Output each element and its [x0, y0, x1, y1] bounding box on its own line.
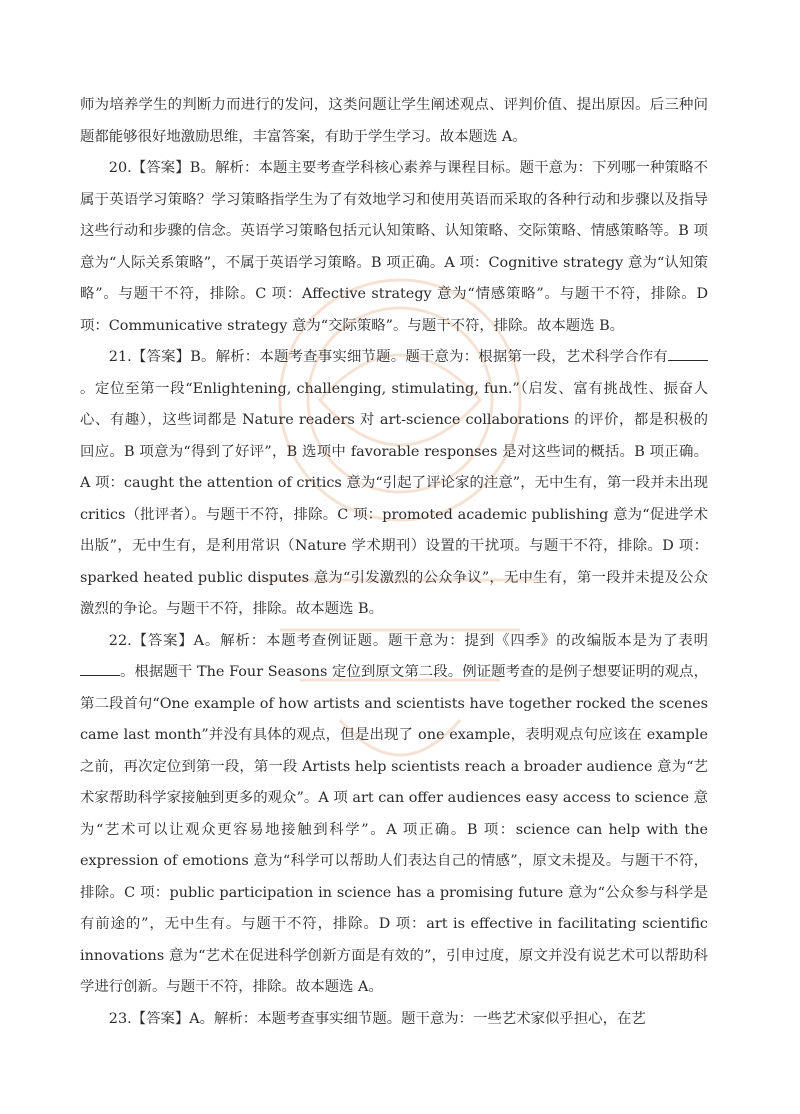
answer-21-lead: 21.【答案】B。解析：本题考查事实细节题。题干意为：根据第一段，艺术科学合作有 — [108, 349, 668, 365]
fill-blank — [80, 661, 120, 676]
answer-21 — [80, 342, 708, 626]
document-page — [80, 90, 708, 1050]
answer-22 — [80, 626, 708, 1004]
fill-blank — [668, 346, 708, 361]
answer-22-body: 。根据题干 The Four Seasons 定位到原文第二段。例证题考查的是例子想要证明的观点，第二段首句“One example of how artists and scientists have together rocked the scenes came last month”并没有具体的观点，但是出现了 one example，表明观点句应该在 example 之前，再次定位到第一段，第一段 Artists help scientists reach a broader audience 意为“艺术家帮助科学家接触到更多的观众”。A 项 art can offer audiences easy access to science 意为“艺术可以让观众更容易地接触到科学”。A 项正确。B 项：science can help with the expression of emotions 意为“科学可以帮助人们表达自己的情感”，原文未提及。与题干不符，排除。C 项：public participation in science has a promising future 意为“公众参与科学是有前途的”，无中生有。与题干不符，排除。D 项：art is effective in facilitating scientific innovations 意为“艺术在促进科学创新方面是有效的”，引申过度，原文并没有说艺术可以帮助科学进行创新。与题干不符，排除。故本题选 A。 — [80, 664, 708, 995]
answer-21-body: 。定位至第一段“Enlightening, challenging, stimulating, fun.”（启发、富有挑战性、振奋人心、有趣），这些词都是 Nature readers 对 art-science collaborations 的评价，都是积极的回应。B 项意为“得到了好评”，B 选项中 favorable responses 是对这些词的概括。B 项正确。A 项：caught the attention of critics 意为“引起了评论家的注意”，无中生有，第一段并未出现 critics（批评者）。与题干不符，排除。C 项：promoted academic publishing 意为“促进学术出版”，无中生有，是利用常识（Nature 学术期刊）设置的干扰项。与题干不符，排除。D 项：sparked heated public disputes 意为“引发激烈的公众争议”，无中生有，第一段并未提及公众激烈的争论。与题干不符，排除。故本题选 B。 — [80, 380, 708, 617]
answer-23: 23.【答案】A。解析：本题考查事实细节题。题干意为：一些艺术家似乎担心，在艺 — [108, 1010, 646, 1027]
answer-20: 20.【答案】B。解析：本题主要考查学科核心素养与课程目标。题干意为：下列哪一种策略不属于英语学习策略？学习策略指学生为了有效地学习和使用英语而采取的各种行动和步骤以及指导这些行动和步骤的信念。英语学习策略包括元认知策略、认知策略、交际策略、情感策略等。B 项意为“人际关系策略”，不属于英语学习策略。B 项正确。A 项：Cognitive strategy 意为“认知策略”。与题干不符，排除。C 项：Affective strategy 意为“情感策略”。与题干不符，排除。D 项：Communicative strategy 意为“交际策略”。与题干不符，排除。故本题选 B。 — [80, 160, 708, 334]
paragraph-continuation: 师为培养学生的判断力而进行的发问，这类问题让学生阐述观点、评判价值、提出原因。后三种问题都能够很好地激励思维，丰富答案，有助于学生学习。故本题选 A。 — [80, 97, 708, 145]
answer-22-lead: 22.【答案】A。解析：本题考查例证题。题干意为：提到《四季》的改编版本是为了表明 — [108, 632, 708, 649]
